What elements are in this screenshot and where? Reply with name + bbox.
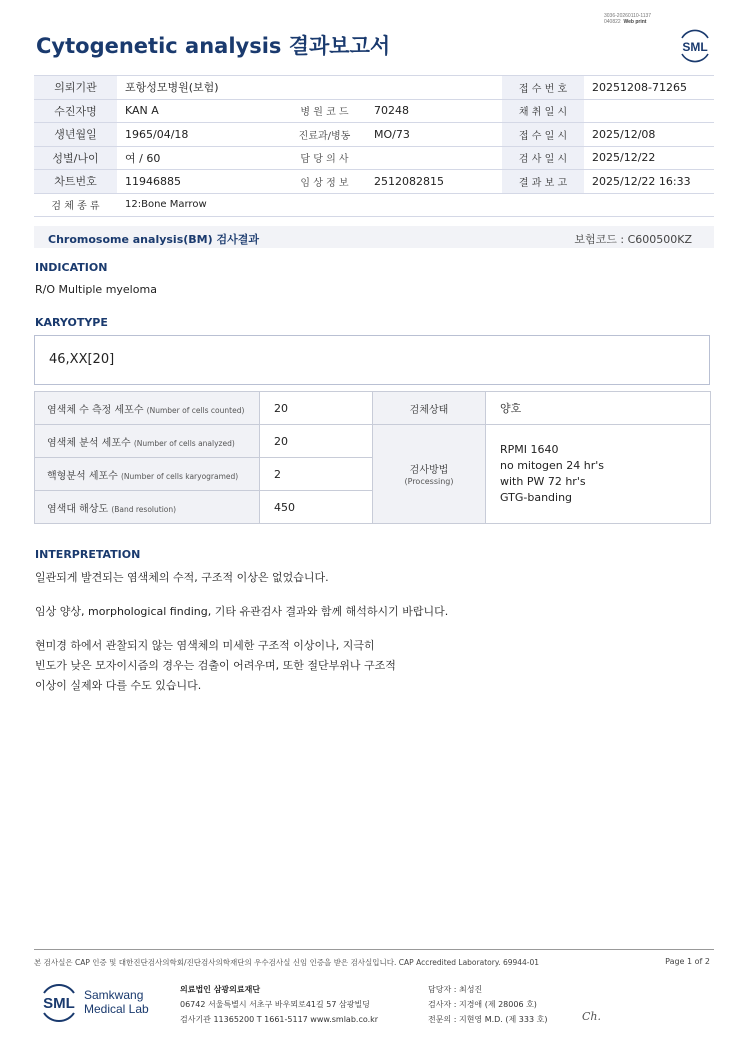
method-line: RPMI 1640	[500, 443, 559, 456]
department-value: MO/73	[366, 123, 502, 147]
department-label: 진료과/병동	[283, 123, 366, 147]
patient-info-table	[34, 75, 714, 217]
patient-name-value: KAN A	[117, 99, 283, 123]
interpretation-p1: 일관되게 발견되는 염색체의 수적, 구조적 이상은 없었습니다.	[35, 571, 329, 584]
accreditation-note: 본 검사실은 CAP 인증 및 대한진단검사의학회/진단검사의학재단의 우수검사실 신임 인증을 받은 검사실입니다. CAP Accredited Laboratory. 69944-01	[34, 958, 540, 967]
cells-counted-label-text: 염색체 수 측정 세포수	[47, 404, 144, 416]
cells-counted-sub: (Number of cells counted)	[146, 405, 245, 415]
staff-line: 전문의 : 지현영 M.D. (제 333 호)	[428, 1015, 548, 1024]
staff-line: 담당자 : 최성진	[428, 985, 483, 994]
method-line: GTG-banding	[500, 491, 573, 504]
cells-analyzed-label-text: 염색체 분석 세포수	[47, 437, 131, 449]
method-sub: (Processing)	[404, 477, 454, 486]
cells-counted-value: 20	[260, 392, 373, 425]
svg-text:SML: SML	[43, 995, 75, 1012]
specimen-type-label: 검 체 종 류	[34, 193, 117, 217]
print-id-text: 3036-20260110-1137	[604, 13, 652, 19]
lab-name-line1: Samkwang	[84, 988, 144, 1002]
lab-name-line2: Medical Lab	[84, 1002, 149, 1016]
band-resolution-label-text: 염색대 해상도	[47, 503, 109, 515]
method-value	[486, 425, 711, 524]
lab-name	[84, 988, 149, 1016]
cells-analyzed-sub: (Number of cells analyzed)	[133, 438, 235, 448]
receipt-date-label: 접 수 일 시	[502, 123, 584, 147]
interpretation-heading: INTERPRETATION	[35, 548, 141, 561]
cells-analyzed-label	[35, 425, 260, 458]
specimen-type-value: 12:Bone Marrow	[117, 193, 714, 217]
page-number: Page 1 of 2	[665, 957, 710, 966]
info-row	[34, 76, 714, 100]
sml-logo-icon	[676, 27, 714, 63]
staff-info	[428, 982, 547, 1027]
sex-age-value: 여 / 60	[117, 146, 283, 170]
print-label: Web print	[623, 19, 647, 25]
info-row	[34, 146, 714, 170]
footer-divider	[34, 949, 714, 950]
org-address: 06742 서울특별시 서초구 바우뫼로41길 57 삼광빌딩	[180, 1000, 370, 1009]
specimen-status-value: 양호	[486, 392, 711, 425]
interpretation-p3-line: 이상이 실제와 다를 수도 있습니다.	[35, 679, 202, 692]
karyotype-heading: KARYOTYPE	[35, 316, 108, 329]
chart-number-label: 차트번호	[34, 170, 117, 194]
info-row	[34, 170, 714, 194]
print-id-2: 040822	[604, 19, 621, 25]
karyotype-box	[34, 335, 710, 385]
result-report-label: 결 과 보 고	[502, 170, 584, 194]
collection-date-value	[584, 99, 714, 123]
receipt-number-value: 20251208-71265	[584, 76, 714, 100]
method-line: no mitogen 24 hr's	[500, 459, 604, 472]
analysis-table	[34, 391, 711, 524]
cells-karyogramed-label-text: 핵형분석 세포수	[47, 470, 118, 482]
clinical-info-label: 임 상 정 보	[283, 170, 366, 194]
cells-karyogramed-label	[35, 458, 260, 491]
clinical-info-value: 2512082815	[366, 170, 502, 194]
info-row	[34, 193, 714, 217]
staff-line: 검사자 : 지경애 (제 28006 호)	[428, 1000, 537, 1009]
chart-number-value: 11946885	[117, 170, 283, 194]
info-row	[34, 123, 714, 147]
requester-label: 의뢰기관	[34, 76, 117, 100]
test-date-value: 2025/12/22	[584, 146, 714, 170]
specimen-status-label: 검체상태	[373, 392, 486, 425]
physician-label: 담 당 의 사	[283, 146, 366, 170]
band-resolution-label	[35, 491, 260, 524]
birthdate-value: 1965/04/18	[117, 123, 283, 147]
band-resolution-sub: (Band resolution)	[111, 504, 177, 514]
patient-name-label: 수진자명	[34, 99, 117, 123]
result-report-value: 2025/12/22 16:33	[584, 170, 714, 194]
interpretation-p3-line: 빈도가 낮은 모자이시즘의 경우는 검출이 어려우며, 또한 절단부위나 구조적	[35, 659, 396, 672]
analysis-row	[35, 392, 711, 425]
cells-karyogramed-value: 2	[260, 458, 373, 491]
collection-date-label: 채 취 일 시	[502, 99, 584, 123]
method-label-text: 검사방법	[409, 465, 449, 476]
physician-value	[366, 146, 502, 170]
report-title: Cytogenetic analysis 결과보고서	[36, 34, 391, 58]
method-line: with PW 72 hr's	[500, 475, 586, 488]
sml-logo-text: SML	[682, 40, 708, 54]
org-contact: 검사기관 11365200 T 1661-5117 www.smlab.co.kr	[180, 1015, 379, 1024]
birthdate-label: 생년월일	[34, 123, 117, 147]
cells-karyogramed-sub: (Number of cells karyogramed)	[121, 471, 239, 481]
section-title: Chromosome analysis(BM) 검사결과	[48, 233, 259, 246]
info-row	[34, 99, 714, 123]
hospital-code-value: 70248	[366, 99, 502, 123]
signature: Ch.	[582, 1010, 601, 1023]
cells-analyzed-value: 20	[260, 425, 373, 458]
test-date-label: 검 사 일 시	[502, 146, 584, 170]
karyotype-value: 46,XX[20]	[49, 352, 115, 367]
method-label	[373, 425, 486, 524]
insurance-code: 보험코드 : C600500KZ	[574, 233, 692, 246]
interpretation-p3-line: 현미경 하에서 관찰되지 않는 염색체의 미세한 구조적 이상이나, 지극히	[35, 639, 375, 652]
receipt-number-label: 접 수 번 호	[502, 76, 584, 100]
indication-heading: INDICATION	[35, 261, 108, 274]
organization-info	[180, 982, 378, 1027]
requester-value: 포항성모병원(보험)	[117, 76, 502, 100]
org-name: 의료법인 삼광의료재단	[180, 985, 261, 994]
cells-counted-label	[35, 392, 260, 425]
interpretation-p2: 임상 양상, morphological finding, 기타 유관검사 결과와 함께 해석하시기 바랍니다.	[35, 605, 449, 618]
receipt-date-value: 2025/12/08	[584, 123, 714, 147]
band-resolution-value: 450	[260, 491, 373, 524]
analysis-row	[35, 425, 711, 458]
section-header	[34, 226, 714, 248]
hospital-code-label: 병 원 코 드	[283, 99, 366, 123]
sex-age-label: 성별/나이	[34, 146, 117, 170]
samkwang-logo-icon	[36, 980, 82, 1024]
print-id	[604, 13, 651, 25]
indication-text: R/O Multiple myeloma	[35, 283, 157, 296]
